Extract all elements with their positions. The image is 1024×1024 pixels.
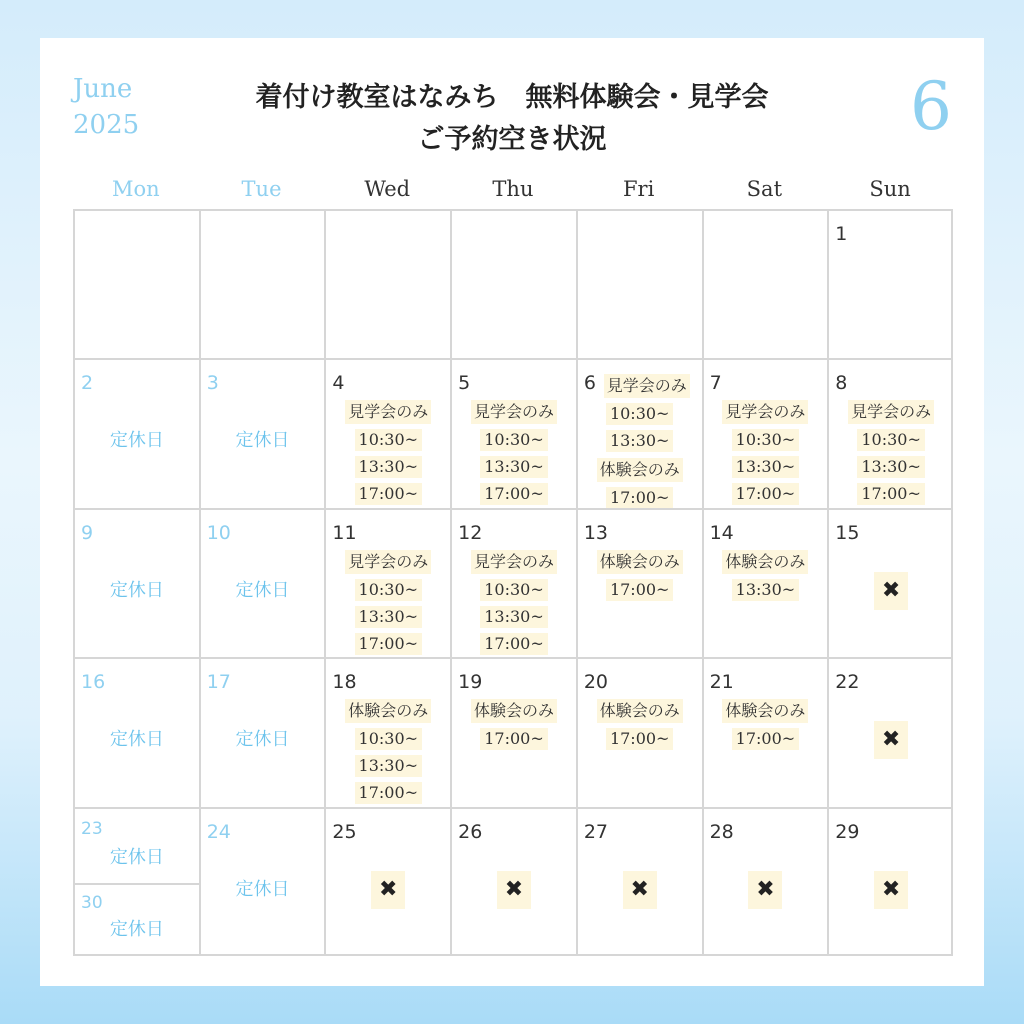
session-time: 17:00~ — [606, 579, 674, 601]
calendar-day-cell — [199, 807, 325, 956]
calendar-day-cell — [73, 657, 199, 806]
schedule — [326, 400, 450, 505]
weekday-tue: Tue — [241, 177, 282, 201]
calendar-day-cell — [827, 807, 953, 956]
day-number: 12 — [458, 521, 483, 544]
calendar-day-cell — [450, 358, 576, 507]
calendar-day-cell — [324, 508, 450, 657]
calendar-grid — [73, 209, 953, 956]
day-number: 9 — [81, 521, 94, 544]
session-time: 13:30~ — [355, 456, 423, 478]
schedule — [452, 699, 576, 750]
calendar-card — [40, 38, 984, 986]
unavailable-icon: ✖ — [874, 572, 908, 610]
session-type: 体験会のみ — [345, 699, 431, 723]
schedule — [829, 400, 953, 505]
session-time: 10:30~ — [355, 579, 423, 601]
schedule — [326, 550, 450, 655]
calendar-day-cell — [199, 209, 325, 358]
session-type: 体験会のみ — [722, 550, 808, 574]
session-time: 10:30~ — [480, 579, 548, 601]
session-time: 13:30~ — [480, 606, 548, 628]
session-time: 13:30~ — [606, 430, 674, 452]
session-time: 17:00~ — [480, 633, 548, 655]
session-type: 体験会のみ — [722, 699, 808, 723]
page-title: 着付け教室はなみち 無料体験会・見学会 — [255, 82, 769, 113]
calendar-day-cell — [702, 657, 828, 806]
session-time: 13:30~ — [355, 606, 423, 628]
day-number: 25 — [332, 820, 357, 843]
calendar-day-cell — [199, 657, 325, 806]
unavailable-icon: ✖ — [497, 871, 531, 909]
calendar-day-cell — [199, 358, 325, 507]
day-number: 28 — [709, 820, 734, 843]
session-time: 10:30~ — [480, 429, 548, 451]
calendar-day-cell — [702, 358, 828, 507]
unavailable-icon: ✖ — [874, 721, 908, 759]
day-number: 27 — [583, 820, 609, 843]
weekday-wed: Wed — [364, 177, 411, 201]
closed-label: 定休日 — [109, 579, 164, 601]
session-type: 見学会のみ — [345, 400, 431, 424]
calendar-day-cell — [450, 209, 576, 358]
calendar-day-cell — [73, 358, 199, 507]
session-type: 見学会のみ — [345, 550, 431, 574]
session-time: 10:30~ — [606, 403, 674, 425]
day-number: 26 — [458, 820, 483, 843]
weekday-header — [73, 176, 953, 202]
day-number: 22 — [835, 671, 860, 694]
weekday-mon: Mon — [112, 177, 160, 201]
day-number: 30 — [81, 892, 103, 913]
session-time: 17:00~ — [857, 483, 925, 505]
session-type: 見学会のみ — [471, 550, 557, 574]
day-number: 16 — [81, 671, 106, 694]
calendar-day-cell — [827, 358, 953, 507]
day-number: 7 — [709, 372, 722, 395]
calendar-day-cell — [73, 807, 199, 956]
session-time: 17:00~ — [480, 728, 548, 750]
session-type: 見学会のみ — [848, 400, 934, 424]
unavailable-icon: ✖ — [623, 871, 657, 909]
weekday-sat: Sat — [746, 177, 783, 201]
session-type: 体験会のみ — [597, 458, 683, 482]
day-number: 8 — [835, 372, 848, 395]
calendar-day-cell — [702, 807, 828, 956]
day-number: 19 — [458, 671, 483, 694]
weekday-fri: Fri — [622, 177, 655, 201]
day-number: 14 — [709, 521, 734, 544]
calendar-day-cell — [576, 807, 702, 956]
calendar-day-cell — [324, 807, 450, 956]
unavailable-icon: ✖ — [874, 871, 908, 909]
session-time: 13:30~ — [480, 456, 548, 478]
day-number: 4 — [332, 372, 345, 395]
calendar-day-cell — [324, 209, 450, 358]
session-time: 17:00~ — [606, 728, 674, 750]
unavailable-icon: ✖ — [371, 871, 405, 909]
month-number: 6 — [910, 68, 952, 145]
schedule — [578, 699, 702, 750]
session-type: 見学会のみ — [722, 400, 808, 424]
day-number: 21 — [709, 671, 734, 694]
unavailable-icon: ✖ — [748, 871, 782, 909]
calendar-day-cell — [827, 209, 953, 358]
day-number: 29 — [835, 820, 860, 843]
schedule — [578, 550, 702, 601]
weekday-thu: Thu — [492, 177, 534, 201]
session-time: 17:00~ — [355, 483, 423, 505]
calendar-day-cell — [702, 209, 828, 358]
calendar-day-cell — [702, 508, 828, 657]
session-time: 17:00~ — [732, 483, 800, 505]
calendar-day-cell — [324, 358, 450, 507]
weekday-sun: Sun — [869, 177, 911, 201]
closed-label: 定休日 — [235, 579, 290, 601]
calendar-day-cell — [450, 508, 576, 657]
cell-divider — [75, 883, 199, 885]
session-time: 13:30~ — [355, 755, 423, 777]
schedule — [326, 699, 450, 804]
session-time: 10:30~ — [857, 429, 925, 451]
session-time: 13:30~ — [732, 579, 800, 601]
closed-label: 定休日 — [109, 430, 164, 452]
session-time: 10:30~ — [355, 728, 423, 750]
schedule — [704, 400, 828, 505]
day-number: 11 — [332, 521, 357, 544]
day-number: 24 — [206, 820, 231, 843]
day-number: 18 — [332, 671, 357, 694]
day-number: 13 — [583, 521, 609, 544]
closed-label: 定休日 — [109, 846, 164, 868]
session-time: 13:30~ — [732, 456, 800, 478]
session-time: 17:00~ — [606, 487, 674, 509]
session-time: 13:30~ — [857, 456, 925, 478]
session-time: 10:30~ — [732, 429, 800, 451]
schedule — [704, 550, 828, 601]
session-time: 17:00~ — [732, 728, 800, 750]
session-type: 体験会のみ — [471, 699, 557, 723]
session-type: 体験会のみ — [597, 550, 683, 574]
calendar-day-cell — [450, 807, 576, 956]
calendar-day-cell — [450, 657, 576, 806]
day-number: 17 — [206, 671, 231, 694]
calendar-day-cell — [73, 209, 199, 358]
day-number: 1 — [835, 223, 848, 245]
closed-label: 定休日 — [109, 918, 164, 940]
schedule — [452, 550, 576, 655]
month-name: June — [73, 74, 133, 104]
day-number: 20 — [583, 671, 609, 694]
session-type: 見学会のみ — [471, 400, 557, 424]
closed-label: 定休日 — [235, 430, 290, 452]
calendar-day-cell — [576, 657, 702, 806]
calendar-day-cell — [827, 508, 953, 657]
schedule — [704, 699, 828, 750]
year: 2025 — [73, 110, 140, 140]
day-number: 15 — [835, 521, 860, 544]
calendar-day-cell — [199, 508, 325, 657]
calendar-day-cell — [576, 508, 702, 657]
calendar-day-cell — [576, 209, 702, 358]
day-number: 23 — [81, 818, 103, 839]
closed-label: 定休日 — [235, 729, 290, 751]
page-subtitle: ご予約空き状況 — [417, 124, 607, 155]
day-number: 6 — [583, 372, 596, 395]
calendar-day-cell — [73, 508, 199, 657]
session-type: 見学会のみ — [604, 374, 690, 398]
session-type: 体験会のみ — [597, 699, 683, 723]
day-number: 2 — [81, 372, 94, 395]
closed-label: 定休日 — [235, 878, 290, 900]
schedule — [578, 374, 702, 509]
day-number: 5 — [458, 372, 471, 395]
day-number: 10 — [206, 521, 231, 544]
schedule — [452, 400, 576, 505]
session-time: 17:00~ — [480, 483, 548, 505]
calendar-day-cell — [324, 657, 450, 806]
session-time: 17:00~ — [355, 633, 423, 655]
day-number: 3 — [206, 372, 219, 395]
calendar-day-cell — [827, 657, 953, 806]
session-time: 10:30~ — [355, 429, 423, 451]
calendar-day-cell — [576, 358, 702, 507]
session-time: 17:00~ — [355, 782, 423, 804]
closed-label: 定休日 — [109, 729, 164, 751]
